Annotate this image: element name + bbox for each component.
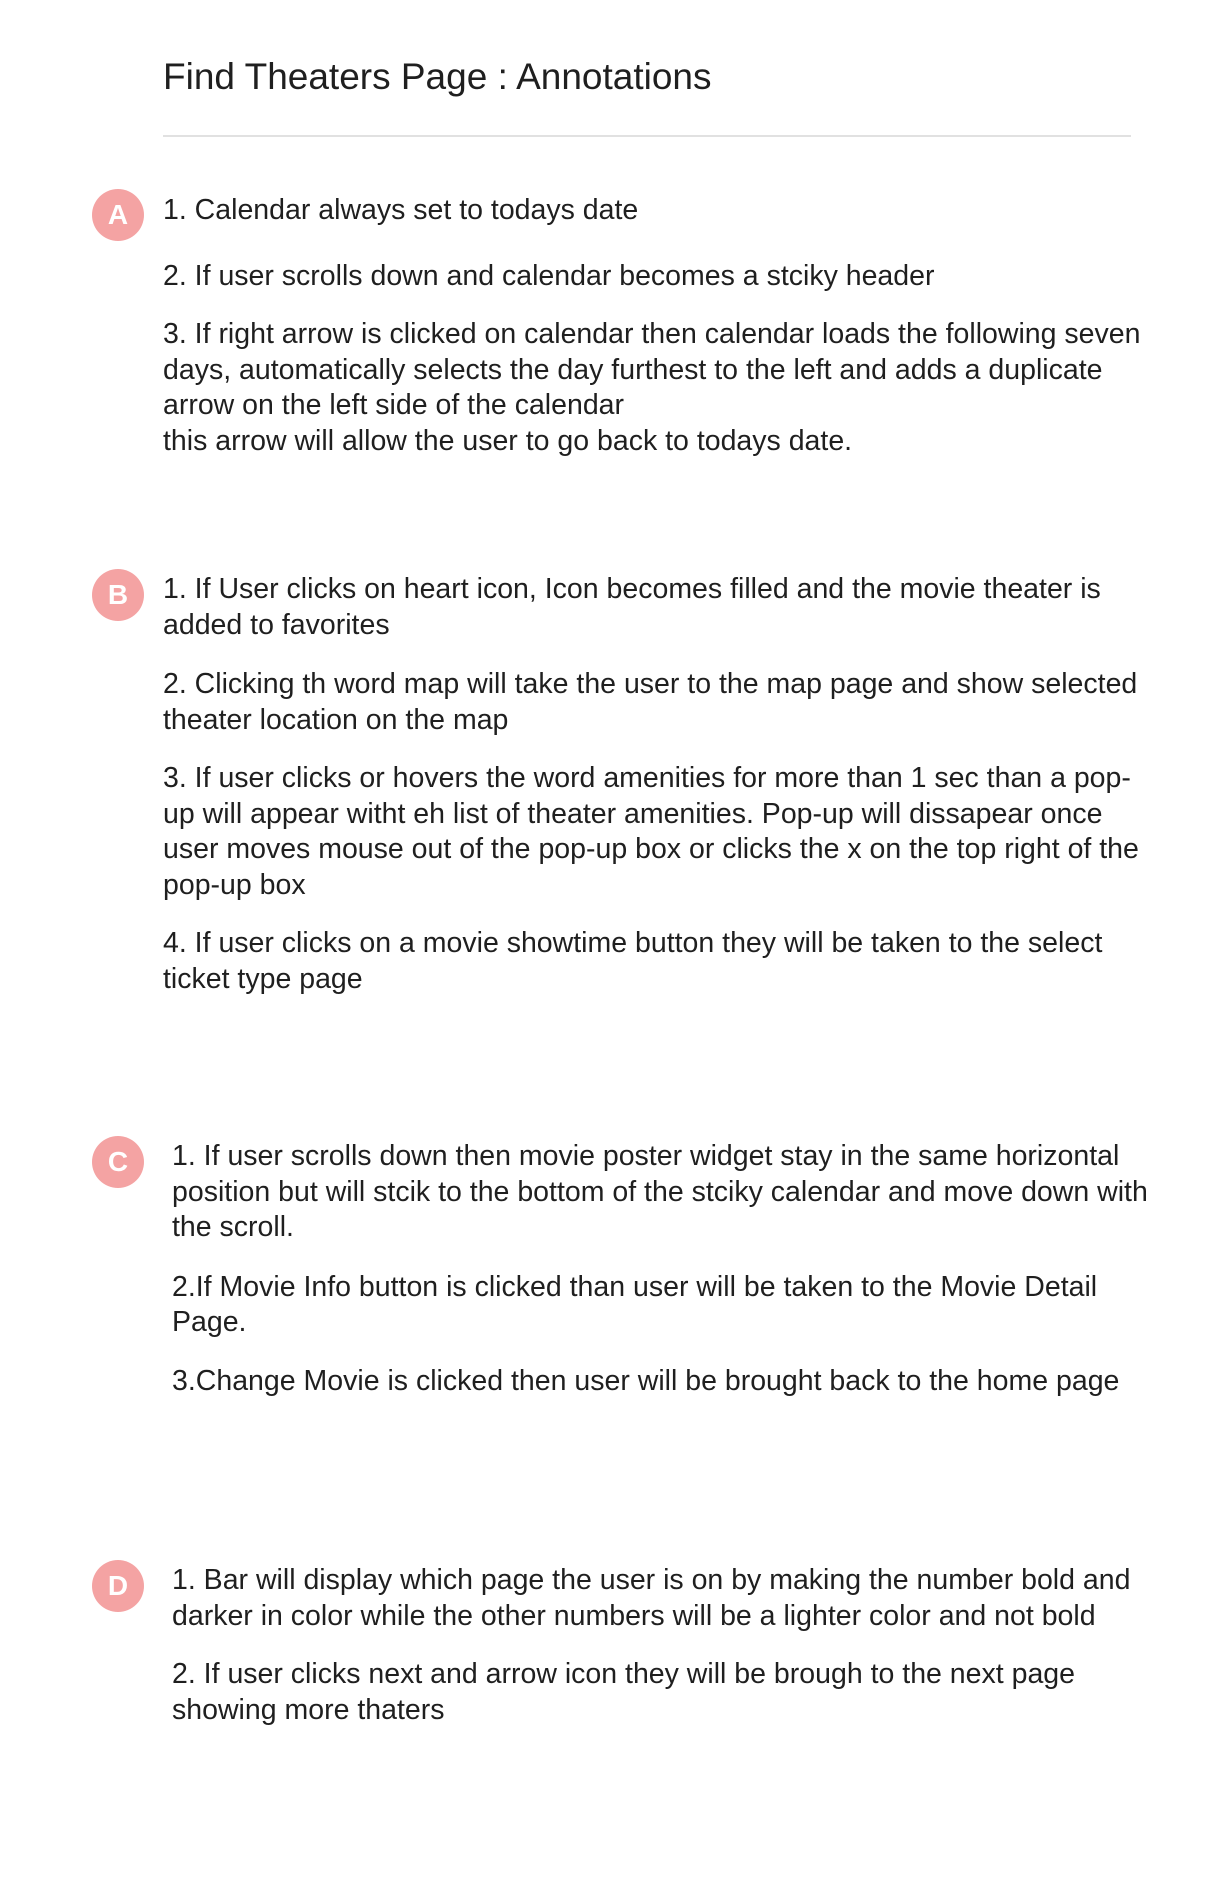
annotation-note: 1. If user scrolls down then movie poster widget stay in the same horizontal position but will stcik to the bottom of the stciky calendar and move down with the scroll. bbox=[172, 1140, 1148, 1243]
annotation-note: 1. Bar will display which page the user is on by making the number bold and darker in color while the other numbers will be a lighter color and not bold bbox=[172, 1564, 1131, 1632]
page-title: Find Theaters Page : Annotations bbox=[163, 56, 712, 97]
annotation-note: 1. Calendar always set to todays date bbox=[163, 194, 639, 226]
marker-badge-b: B bbox=[92, 569, 144, 621]
marker-badge-d: D bbox=[92, 1560, 144, 1612]
annotation-note: 3. If user clicks or hovers the word amenities for more than 1 sec than a pop-up will appear witht eh list of theater amenities. Pop-up will dissapear once user moves mouse out of the pop-up box or clicks the x on the top right of the pop-up box bbox=[163, 762, 1139, 901]
annotation-note: 2. If user scrolls down and calendar becomes a stciky header bbox=[163, 259, 935, 292]
annotation-note: 2.If Movie Info button is clicked than user will be taken to the Movie Detail Page. bbox=[172, 1270, 1098, 1338]
annotation-note: 2. If user clicks next and arrow icon they will be brough to the next page showing more thaters bbox=[172, 1658, 1075, 1726]
marker-badge-a: A bbox=[92, 189, 144, 241]
annotation-notes-a bbox=[163, 193, 1143, 459]
annotation-note: 4. If user clicks on a movie showtime button they will be taken to the select ticket type page bbox=[163, 927, 1103, 995]
annotation-note: 3. If right arrow is clicked on calendar then calendar loads the following seven days, automatically selects the day furthest to the left and adds a duplicate arrow on the left side of the calendar this arrow will allow the user to go back to todays date. bbox=[163, 318, 1141, 457]
title-divider bbox=[163, 135, 1131, 137]
marker-badge-c: C bbox=[92, 1136, 144, 1188]
annotation-note: 3.Change Movie is clicked then user will be brought back to the home page bbox=[172, 1364, 1120, 1397]
annotation-note: 2. Clicking th word map will take the user to the map page and show selected theater location on the map bbox=[163, 668, 1138, 736]
annotation-notes-d bbox=[172, 1563, 1152, 1728]
annotation-notes-c bbox=[172, 1139, 1152, 1399]
annotation-notes-b bbox=[163, 572, 1143, 997]
annotation-note: 1. If User clicks on heart icon, Icon becomes filled and the movie theater is added to favorites bbox=[163, 573, 1101, 641]
